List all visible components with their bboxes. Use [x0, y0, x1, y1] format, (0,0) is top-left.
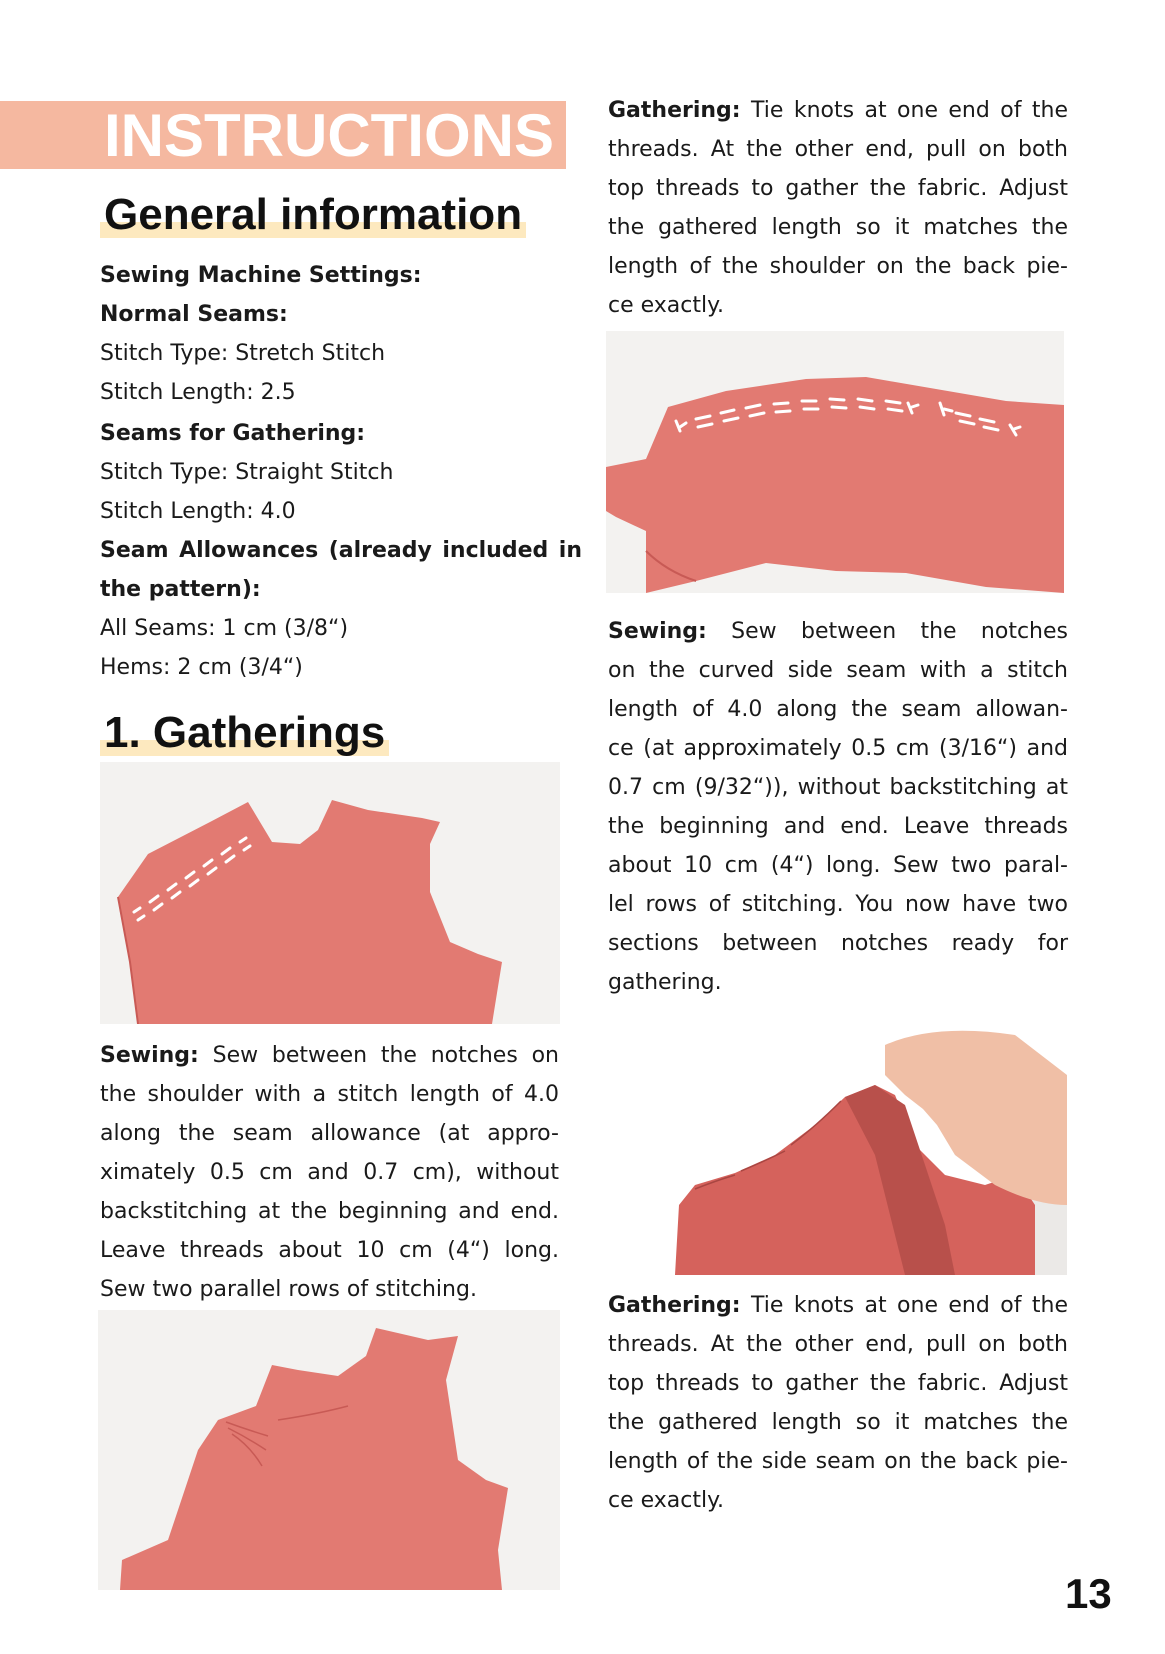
- gathering-shoulder-paragraph: [608, 91, 1068, 325]
- gathering-shoulder-line: the gathered length so it matches the: [608, 215, 1068, 240]
- machine-settings-list: [100, 256, 582, 687]
- sewing-side-line: length of 4.0 along the seam allowan-: [608, 697, 1068, 722]
- page-number: 13: [1065, 1570, 1112, 1617]
- sewing-shoulder-line: ximately 0.5 cm and 0.7 cm), without: [100, 1160, 559, 1185]
- sewing-shoulder-label: Sewing:: [100, 1043, 199, 1068]
- settings-line: Seams for Gathering:: [100, 421, 366, 446]
- sewing-shoulder-line: backstitching at the beginning and end.: [100, 1199, 559, 1224]
- gathering-shoulder-line: top threads to gather the fabric. Adjust: [608, 176, 1068, 201]
- sewing-side-line: on the curved side seam with a stitch: [608, 658, 1068, 683]
- sewing-shoulder-line: Sew two parallel rows of stitching.: [100, 1277, 477, 1302]
- photo-side-seam-stitching: [606, 331, 1064, 593]
- sewing-shoulder-line: the shoulder with a stitch length of 4.0: [100, 1082, 559, 1107]
- settings-line: Stitch Length: 4.0: [100, 499, 296, 524]
- gathering-shoulder-text: Tie knots at one end of the: [740, 98, 1068, 123]
- sewing-side-line: the beginning and end. Leave threads: [608, 814, 1068, 839]
- gathering-shoulder-line: threads. At the other end, pull on both: [608, 137, 1068, 162]
- sewing-side-seam-paragraph: [608, 612, 1068, 1002]
- sewing-shoulder-line: along the seam allowance (at appro-: [100, 1121, 559, 1146]
- gathering-side-line: threads. At the other end, pull on both: [608, 1332, 1068, 1357]
- general-information-heading: [104, 190, 522, 240]
- sewing-side-line: [608, 612, 1068, 651]
- sewing-shoulder-line: Leave threads about 10 cm (4“) long.: [100, 1238, 559, 1263]
- gathering-side-seam-paragraph: [608, 1286, 1068, 1520]
- settings-line: Stitch Length: 2.5: [100, 380, 296, 405]
- banner-title: INSTRUCTIONS: [104, 102, 554, 169]
- sewing-side-line: sections between notches ready for: [608, 931, 1068, 956]
- gathering-side-text: Tie knots at one end of the: [740, 1293, 1068, 1318]
- sewing-shoulder-line: [100, 1036, 559, 1075]
- sewing-side-line: 0.7 cm (9/32“)), without backstitching at: [608, 775, 1068, 800]
- sewing-side-line: lel rows of stitching. You now have two: [608, 892, 1068, 917]
- gathering-shoulder-line: ce exactly.: [608, 293, 724, 318]
- photo-gathered-shoulder: [98, 1310, 560, 1590]
- sewing-shoulder-text: Sew between the notches on: [198, 1043, 559, 1068]
- sewing-side-line: gathering.: [608, 970, 722, 995]
- settings-line: Stitch Type: Straight Stitch: [100, 460, 394, 485]
- sewing-side-label: Sewing:: [608, 619, 707, 644]
- sewing-shoulder-paragraph: [100, 1036, 559, 1309]
- settings-line: Stitch Type: Stretch Stitch: [100, 341, 386, 366]
- gathering-side-line: the gathered length so it matches the: [608, 1410, 1068, 1435]
- sewing-side-text: Sew between the notches: [706, 619, 1068, 644]
- gathering-shoulder-line: length of the shoulder on the back pie-: [608, 254, 1068, 279]
- gathering-side-label: Gathering:: [608, 1293, 741, 1318]
- gathering-side-line: top threads to gather the fabric. Adjust: [608, 1371, 1068, 1396]
- settings-line: Seam Allowances (already included in: [100, 538, 582, 563]
- gathering-side-line: [608, 1286, 1068, 1325]
- gathering-shoulder-line: [608, 91, 1068, 130]
- photo-hand-gathering: [655, 1005, 1067, 1275]
- gathering-side-line: ce exactly.: [608, 1488, 724, 1513]
- instructions-banner: [0, 101, 566, 169]
- photo-shoulder-stitching: [100, 762, 560, 1024]
- settings-line: the pattern):: [100, 577, 261, 602]
- sewing-side-line: ce (at approximately 0.5 cm (3/16“) and: [608, 736, 1068, 761]
- settings-line: All Seams: 1 cm (3/8“): [100, 616, 349, 641]
- settings-line: Normal Seams:: [100, 302, 288, 327]
- sewing-side-line: about 10 cm (4“) long. Sew two paral-: [608, 853, 1068, 878]
- gathering-shoulder-label: Gathering:: [608, 98, 741, 123]
- settings-line: Sewing Machine Settings:: [100, 263, 422, 288]
- settings-line: Hems: 2 cm (3/4“): [100, 655, 303, 680]
- general-information-heading-text: General information: [104, 190, 523, 239]
- gatherings-heading-text: 1. Gatherings: [104, 708, 386, 757]
- gathering-side-line: length of the side seam on the back pie-: [608, 1449, 1068, 1474]
- gatherings-heading: [104, 708, 385, 758]
